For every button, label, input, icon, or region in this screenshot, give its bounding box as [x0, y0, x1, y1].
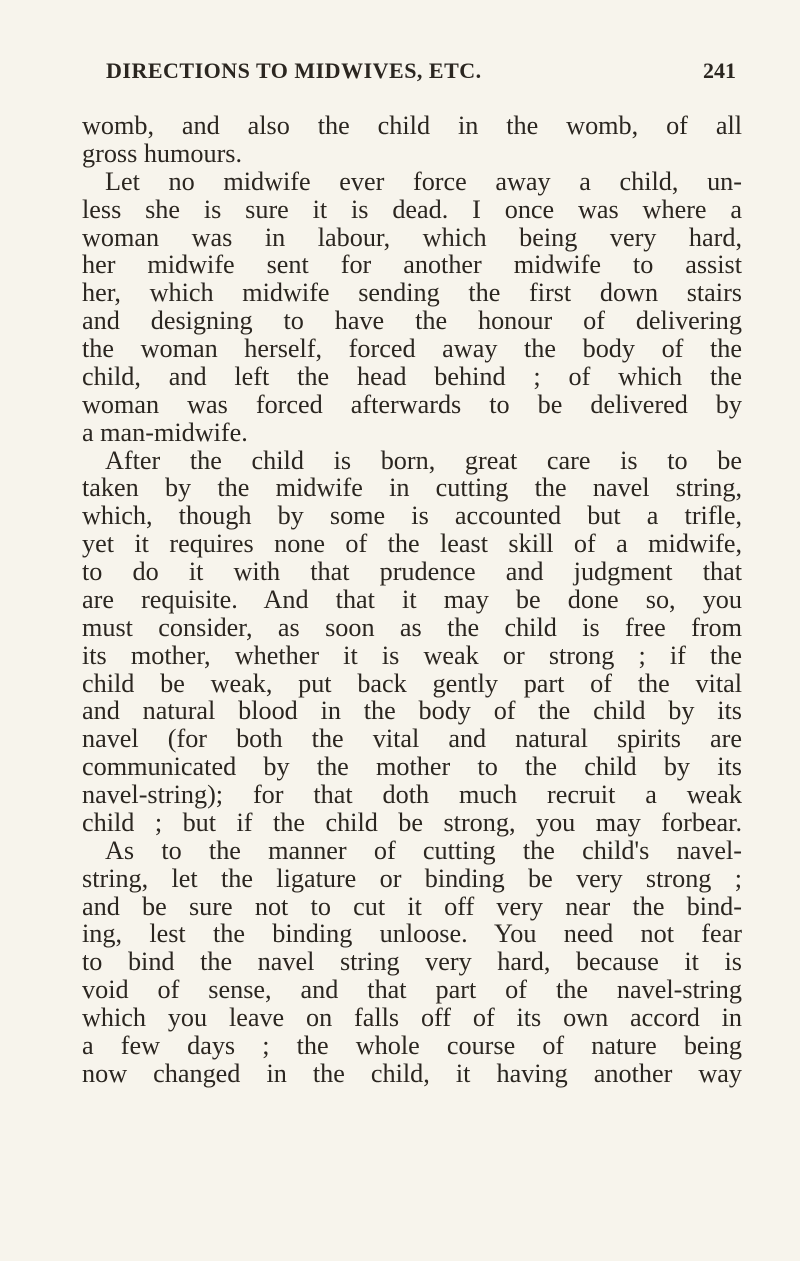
text-line: communicated by the mother to the child by its	[82, 752, 742, 782]
text-line: to do it with that prudence and judgment that	[82, 557, 742, 586]
text-line: which, though by some is accounted but a trifle,	[82, 501, 742, 531]
text-line: womb, and also the child in the womb, of all	[82, 111, 742, 140]
text-line: must consider, as soon as the child is free from	[82, 612, 742, 642]
body-text	[82, 112, 742, 1088]
text-line: Let no midwife ever force away a child, un-	[105, 166, 742, 196]
text-line: As to the manner of cutting the child's navel-	[105, 835, 742, 865]
text-line: its mother, whether it is weak or strong ; if the	[82, 640, 742, 670]
text-line: navel (for both the vital and natural spirits are	[82, 724, 742, 754]
text-line: navel-string); for that doth much recruit a weak	[82, 780, 742, 809]
text-line: her midwife sent for another midwife to assist	[82, 250, 742, 280]
running-title: DIRECTIONS TO MIDWIVES, ETC.	[106, 58, 482, 83]
text-line: now changed in the child, it having another way	[82, 1058, 742, 1088]
text-line: child be weak, put back gently part of the vital	[82, 668, 742, 698]
text-line: taken by the midwife in cutting the navel string,	[82, 473, 742, 503]
text-line: child, and left the head behind ; of which the	[82, 361, 742, 391]
text-line: string, let the ligature or binding be very strong ;	[82, 863, 742, 893]
text-line: are requisite. And that it may be done so, you	[82, 584, 742, 614]
text-line: woman was forced afterwards to be delivered by	[82, 389, 742, 419]
text-line: which you leave on falls off of its own accord in	[82, 1003, 742, 1032]
text-line: and be sure not to cut it off very near the bind-	[82, 891, 742, 921]
text-line: and designing to have the honour of delivering	[82, 306, 742, 336]
text-line: a few days ; the whole course of nature being	[82, 1030, 742, 1060]
text-line: child ; but if the child be strong, you may forbear.	[82, 807, 742, 837]
text-line: to bind the navel string very hard, because it is	[82, 947, 742, 977]
text-line: After the child is born, great care is to be	[105, 445, 742, 475]
text-line: gross humours.	[82, 138, 243, 168]
running-head	[106, 58, 736, 88]
text-line: her, which midwife sending the first down stairs	[82, 278, 742, 308]
text-line: woman was in labour, which being very hard,	[82, 222, 742, 252]
text-line: a man-midwife.	[82, 417, 248, 447]
text-line: yet it requires none of the least skill of a midwife,	[82, 529, 742, 559]
text-line: void of sense, and that part of the navel-string	[82, 975, 742, 1005]
page-number: 241	[703, 58, 736, 83]
text-line: less she is sure it is dead. I once was where a	[82, 194, 742, 224]
text-line: and natural blood in the body of the child by its	[82, 696, 742, 726]
text-line: the woman herself, forced away the body of the	[82, 334, 742, 363]
text-line: ing, lest the binding unloose. You need not fear	[82, 919, 742, 949]
